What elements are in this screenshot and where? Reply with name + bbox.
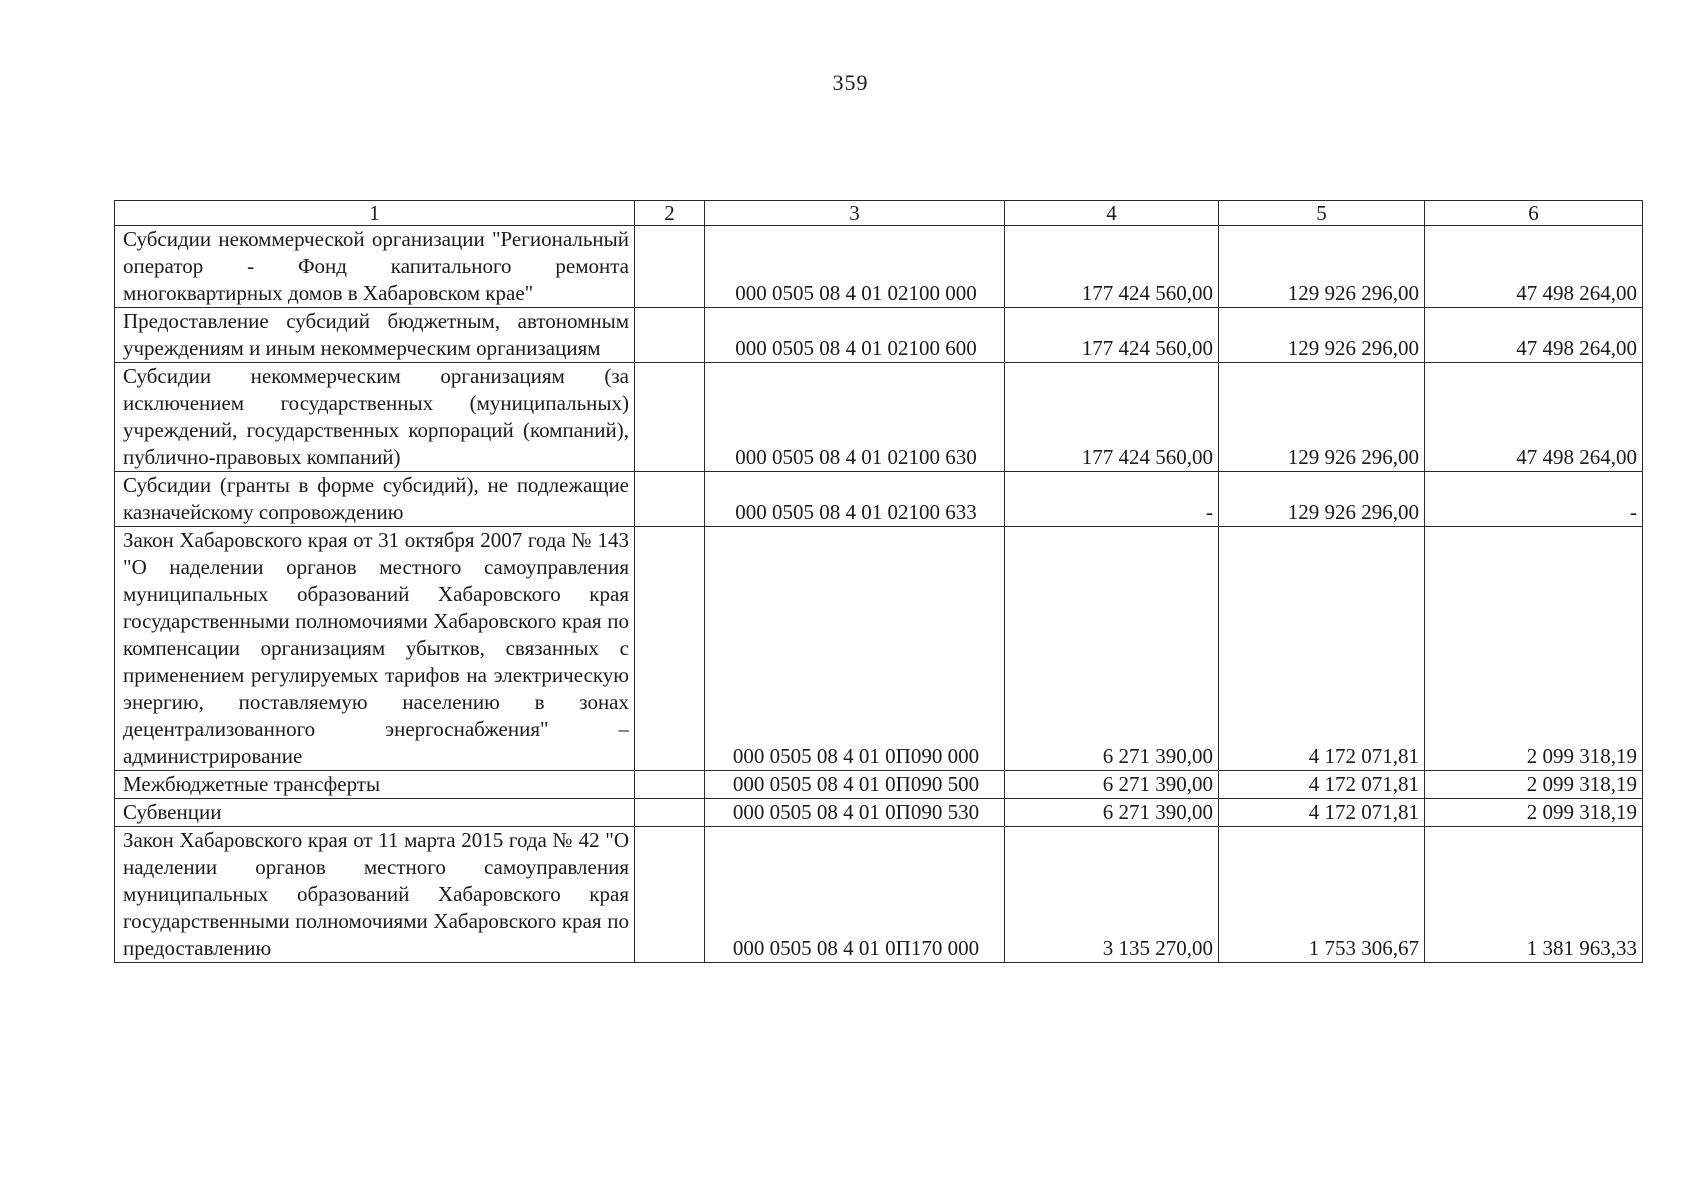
page-number: 359	[832, 70, 869, 95]
table-row	[115, 527, 1643, 771]
row-budget-code: 000 0505 08 4 01 02100 600	[705, 308, 1005, 363]
row-value-col4: 6 271 390,00	[1005, 799, 1219, 827]
row-budget-code: 000 0505 08 4 01 02100 000	[705, 226, 1005, 308]
row-budget-code: 000 0505 08 4 01 0П090 000	[705, 527, 1005, 771]
table-row	[115, 226, 1643, 308]
budget-table	[114, 200, 1643, 963]
table-row	[115, 771, 1643, 799]
table-row	[115, 472, 1643, 527]
row-value-col5: 129 926 296,00	[1219, 363, 1425, 472]
row-value-col5: 129 926 296,00	[1219, 226, 1425, 308]
table-row	[115, 363, 1643, 472]
row-value-col5: 4 172 071,81	[1219, 771, 1425, 799]
row-description: Закон Хабаровского края от 31 октября 2007 года № 143 "О наделении органов местного самоуправления муниципальных образований Хабаровского края государственными полномочиями Хабаровского края по компенсации организациям убытков, связанных с применением регулируемых тарифов на электрическую энергию, поставляемую населению в зонах децентрализованного энергоснабжения" – администрирование	[115, 527, 635, 771]
row-budget-code: 000 0505 08 4 01 0П170 000	[705, 827, 1005, 963]
row-description: Субсидии некоммерческой организации "Региональный оператор - Фонд капитального ремонта многоквартирных домов в Хабаровском крае"	[115, 226, 635, 308]
row-budget-code: 000 0505 08 4 01 0П090 500	[705, 771, 1005, 799]
header-row	[115, 201, 1643, 226]
table-row	[115, 799, 1643, 827]
row-value-col6: 2 099 318,19	[1425, 527, 1643, 771]
row-value-col4: -	[1005, 472, 1219, 527]
row-col2	[635, 472, 705, 527]
row-description: Предоставление субсидий бюджетным, автономным учреждениям и иным некоммерческим организациям	[115, 308, 635, 363]
row-description: Субсидии (гранты в форме субсидий), не подлежащие казначейскому сопровождению	[115, 472, 635, 527]
row-value-col6: -	[1425, 472, 1643, 527]
row-value-col5: 4 172 071,81	[1219, 527, 1425, 771]
row-value-col6: 47 498 264,00	[1425, 363, 1643, 472]
row-description: Закон Хабаровского края от 11 марта 2015 года № 42 "О наделении органов местного самоуправления муниципальных образований Хабаровского края государственными полномочиями Хабаровского края по предоставлению	[115, 827, 635, 963]
row-value-col6: 47 498 264,00	[1425, 226, 1643, 308]
row-col2	[635, 363, 705, 472]
column-header: 1	[115, 201, 635, 226]
row-col2	[635, 527, 705, 771]
row-value-col6: 2 099 318,19	[1425, 799, 1643, 827]
table-row	[115, 827, 1643, 963]
row-description: Субсидии некоммерческим организациям (за исключением государственных (муниципальных) учреждений, государственных корпораций (компаний), публично-правовых компаний)	[115, 363, 635, 472]
row-value-col6: 2 099 318,19	[1425, 771, 1643, 799]
row-value-col5: 129 926 296,00	[1219, 308, 1425, 363]
row-col2	[635, 226, 705, 308]
row-value-col4: 6 271 390,00	[1005, 771, 1219, 799]
row-budget-code: 000 0505 08 4 01 0П090 530	[705, 799, 1005, 827]
row-value-col5: 129 926 296,00	[1219, 472, 1425, 527]
row-col2	[635, 771, 705, 799]
row-value-col5: 4 172 071,81	[1219, 799, 1425, 827]
row-description: Межбюджетные трансферты	[115, 771, 635, 799]
row-budget-code: 000 0505 08 4 01 02100 630	[705, 363, 1005, 472]
row-value-col4: 6 271 390,00	[1005, 527, 1219, 771]
row-description: Субвенции	[115, 799, 635, 827]
column-header: 2	[635, 201, 705, 226]
row-value-col6: 47 498 264,00	[1425, 308, 1643, 363]
column-header: 4	[1005, 201, 1219, 226]
row-col2	[635, 799, 705, 827]
row-budget-code: 000 0505 08 4 01 02100 633	[705, 472, 1005, 527]
row-value-col5: 1 753 306,67	[1219, 827, 1425, 963]
row-value-col4: 177 424 560,00	[1005, 226, 1219, 308]
column-header: 3	[705, 201, 1005, 226]
row-value-col4: 3 135 270,00	[1005, 827, 1219, 963]
row-col2	[635, 308, 705, 363]
row-value-col6: 1 381 963,33	[1425, 827, 1643, 963]
row-value-col4: 177 424 560,00	[1005, 363, 1219, 472]
column-header: 6	[1425, 201, 1643, 226]
table-row	[115, 308, 1643, 363]
column-header: 5	[1219, 201, 1425, 226]
row-value-col4: 177 424 560,00	[1005, 308, 1219, 363]
row-col2	[635, 827, 705, 963]
